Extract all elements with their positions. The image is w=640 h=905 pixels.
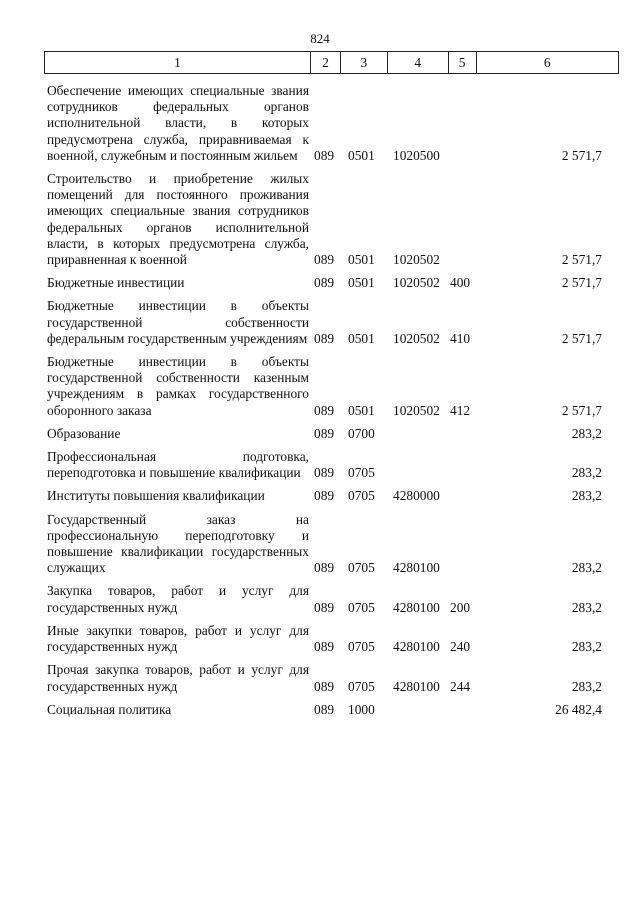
row-code-3: 0705 — [348, 465, 375, 481]
row-code-3: 0501 — [348, 275, 375, 291]
header-col-4: 4 — [388, 52, 449, 73]
table-row — [47, 583, 602, 615]
row-code-2: 089 — [314, 560, 335, 576]
table-row — [47, 83, 602, 164]
table-row — [47, 354, 602, 419]
row-code-4: 4280000 — [393, 488, 440, 504]
row-name: Институты повышения квалификации — [47, 488, 265, 504]
table-body — [47, 83, 602, 725]
table-row — [47, 298, 602, 347]
row-amount: 283,2 — [571, 560, 602, 576]
row-code-4: 4280100 — [393, 678, 440, 694]
row-code-4: 4280100 — [393, 560, 440, 576]
row-code-3: 1000 — [348, 701, 375, 717]
row-amount: 2 571,7 — [561, 402, 602, 418]
row-name: Государственный заказ на профессиональную переподготовку и повышение квалификации государственных служащих — [47, 511, 309, 576]
row-code-2: 089 — [314, 330, 335, 346]
row-amount: 2 571,7 — [561, 147, 602, 163]
row-code-2: 089 — [314, 402, 335, 418]
row-name: Прочая закупка товаров, работ и услуг для государственных нужд — [47, 662, 309, 694]
row-name: Обеспечение имеющих специальные звания сотрудников федеральных органов исполнительной власти, в которых предусмотрена служба, приравниваемая к военной, служебным и постоянным жильем — [47, 83, 309, 163]
row-amount: 283,2 — [571, 639, 602, 655]
row-code-2: 089 — [314, 701, 335, 717]
row-amount: 283,2 — [571, 678, 602, 694]
row-code-5: 400 — [450, 275, 471, 291]
row-code-5: 410 — [450, 330, 471, 346]
row-code-4: 1020502 — [393, 402, 440, 418]
row-code-2: 089 — [314, 599, 335, 615]
row-amount: 283,2 — [571, 488, 602, 504]
row-code-2: 089 — [314, 425, 335, 441]
row-code-3: 0705 — [348, 560, 375, 576]
row-name: Бюджетные инвестиции в объекты государственной собственности казенным учреждениям в рамках государственного оборонного заказа — [47, 354, 309, 418]
row-code-2: 089 — [314, 147, 335, 163]
row-code-4: 4280100 — [393, 599, 440, 615]
table-header — [44, 51, 619, 74]
table-row — [47, 426, 602, 442]
row-code-5: 244 — [450, 678, 471, 694]
row-code-2: 089 — [314, 252, 335, 268]
row-code-4: 1020502 — [393, 330, 440, 346]
row-amount: 2 571,7 — [561, 252, 602, 268]
row-code-3: 0501 — [348, 252, 375, 268]
table-row — [47, 512, 602, 577]
row-code-2: 089 — [314, 678, 335, 694]
row-amount: 283,2 — [571, 425, 602, 441]
row-code-2: 089 — [314, 275, 335, 291]
row-name: Бюджетные инвестиции в объекты государственной собственности федеральным государственным учреждениям — [47, 298, 309, 346]
row-amount: 2 571,7 — [561, 330, 602, 346]
header-col-3: 3 — [341, 52, 388, 73]
row-code-3: 0705 — [348, 639, 375, 655]
row-name: Социальная политика — [47, 701, 172, 717]
row-code-5: 200 — [450, 599, 471, 615]
row-amount: 283,2 — [571, 465, 602, 481]
table-row — [47, 488, 602, 504]
row-code-3: 0705 — [348, 599, 375, 615]
table-row — [47, 275, 602, 291]
row-code-3: 0501 — [348, 147, 375, 163]
header-col-1: 1 — [45, 52, 311, 73]
row-code-3: 0705 — [348, 488, 375, 504]
row-name: Образование — [47, 425, 121, 441]
row-name: Иные закупки товаров, работ и услуг для государственных нужд — [47, 622, 309, 655]
row-amount: 283,2 — [571, 599, 602, 615]
header-col-6: 6 — [543, 54, 551, 70]
row-amount: 26 482,4 — [555, 701, 602, 717]
row-code-3: 0501 — [348, 330, 375, 346]
table-row — [47, 623, 602, 655]
row-code-4: 1020502 — [393, 275, 440, 291]
row-code-4: 1020502 — [393, 252, 440, 268]
table-row — [47, 702, 602, 718]
row-code-3: 0705 — [348, 678, 375, 694]
table-row — [47, 662, 602, 694]
row-code-5: 412 — [450, 402, 471, 418]
row-name: Строительство и приобретение жилых помещений для постоянного проживания имеющих специальные звания сотрудников федеральных органов исполнительной власти, в которых предусмотрена служба, приравненная к военной — [47, 171, 309, 268]
row-name: Закупка товаров, работ и услуг для государственных нужд — [47, 583, 309, 615]
row-code-2: 089 — [314, 488, 335, 504]
page-number: 824 — [310, 31, 330, 46]
header-col-2: 2 — [311, 52, 341, 73]
row-amount: 2 571,7 — [561, 275, 602, 291]
table-row — [47, 171, 602, 268]
row-code-4: 1020500 — [393, 147, 440, 163]
header-col-5: 5 — [449, 52, 477, 73]
row-code-2: 089 — [314, 465, 335, 481]
row-name: Профессиональная подготовка, переподготовка и повышение квалификации — [47, 449, 309, 481]
row-code-3: 0501 — [348, 402, 375, 418]
row-code-3: 0700 — [348, 425, 375, 441]
row-code-4: 4280100 — [393, 639, 440, 655]
row-code-2: 089 — [314, 639, 335, 655]
row-name: Бюджетные инвестиции — [47, 275, 185, 291]
row-code-5: 240 — [450, 639, 471, 655]
table-row — [47, 449, 602, 481]
